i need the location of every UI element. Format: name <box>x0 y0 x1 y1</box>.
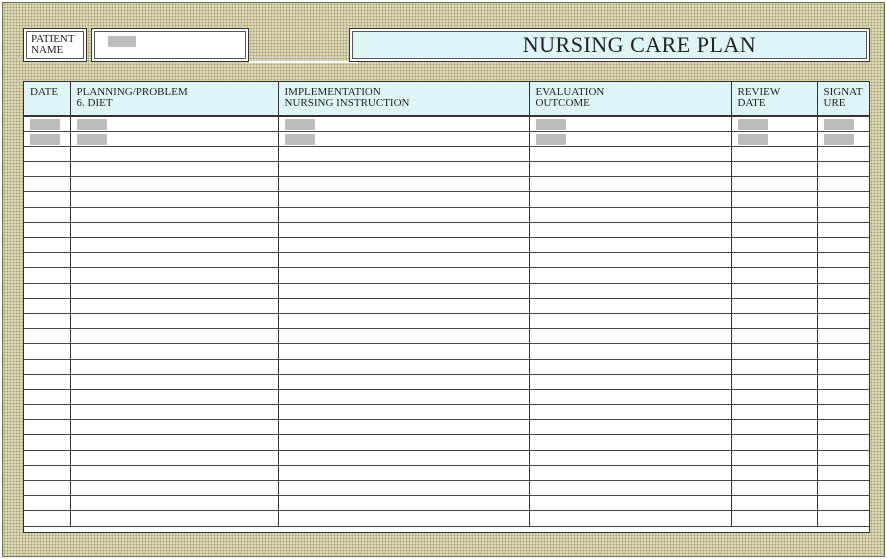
table-row <box>24 435 869 450</box>
table-cell[interactable] <box>24 298 70 313</box>
table-cell[interactable] <box>24 222 70 237</box>
table-cell[interactable] <box>278 481 529 496</box>
table-row <box>24 344 869 359</box>
table-cell[interactable] <box>529 131 731 146</box>
table-cell[interactable] <box>529 359 731 374</box>
table-cell[interactable] <box>529 298 731 313</box>
table-cell[interactable] <box>529 162 731 177</box>
table-cell[interactable] <box>70 207 278 222</box>
cell-redaction <box>738 119 768 130</box>
table-cell[interactable] <box>70 496 278 511</box>
table-cell[interactable] <box>817 192 869 207</box>
table-cell[interactable] <box>817 435 869 450</box>
table-cell[interactable] <box>817 420 869 435</box>
table-cell[interactable] <box>817 177 869 192</box>
table-cell[interactable] <box>70 329 278 344</box>
table-cell[interactable] <box>817 283 869 298</box>
table-body <box>24 116 869 526</box>
table-cell[interactable] <box>24 481 70 496</box>
table-cell[interactable] <box>278 405 529 420</box>
table-cell[interactable] <box>24 435 70 450</box>
table-cell[interactable] <box>731 389 817 404</box>
table-row <box>24 207 869 222</box>
table-cell[interactable] <box>278 359 529 374</box>
table-cell[interactable] <box>24 268 70 283</box>
table-cell[interactable] <box>70 222 278 237</box>
table-cell[interactable] <box>70 511 278 526</box>
table-row <box>24 131 869 146</box>
table-cell[interactable] <box>529 222 731 237</box>
column-header-planning-problem: PLANNING/PROBLEM 6. DIET <box>70 82 278 116</box>
table-cell[interactable] <box>817 238 869 253</box>
table-cell[interactable] <box>731 435 817 450</box>
table-cell[interactable] <box>529 192 731 207</box>
table-cell[interactable] <box>817 481 869 496</box>
table-cell[interactable] <box>70 268 278 283</box>
table-cell[interactable] <box>24 329 70 344</box>
table-cell[interactable] <box>817 329 869 344</box>
cell-redaction <box>30 134 60 145</box>
table-row <box>24 481 869 496</box>
table-cell[interactable] <box>24 313 70 328</box>
table-cell[interactable] <box>70 405 278 420</box>
cell-redaction <box>536 119 566 130</box>
table-cell[interactable] <box>529 177 731 192</box>
table-cell[interactable] <box>529 405 731 420</box>
table-row <box>24 511 869 526</box>
table-cell[interactable] <box>24 253 70 268</box>
table-cell[interactable] <box>278 116 529 131</box>
table-cell[interactable] <box>278 435 529 450</box>
table-cell[interactable] <box>24 146 70 161</box>
table-cell[interactable] <box>731 283 817 298</box>
table-cell[interactable] <box>817 298 869 313</box>
table-cell[interactable] <box>24 405 70 420</box>
table-cell[interactable] <box>529 344 731 359</box>
table-cell[interactable] <box>731 268 817 283</box>
table-cell[interactable] <box>278 298 529 313</box>
table-cell[interactable] <box>817 146 869 161</box>
table-cell[interactable] <box>817 344 869 359</box>
cell-redaction <box>285 119 315 130</box>
table-cell[interactable] <box>278 238 529 253</box>
patient-name-field[interactable] <box>91 28 249 62</box>
cell-redaction <box>536 134 566 145</box>
table-cell[interactable] <box>278 162 529 177</box>
table-cell[interactable] <box>70 192 278 207</box>
table-cell[interactable] <box>731 374 817 389</box>
table-cell[interactable] <box>731 207 817 222</box>
table-cell[interactable] <box>24 131 70 146</box>
table-cell[interactable] <box>731 162 817 177</box>
table-cell[interactable] <box>817 131 869 146</box>
table-cell[interactable] <box>278 283 529 298</box>
table-cell[interactable] <box>70 116 278 131</box>
table-row <box>24 116 869 131</box>
column-header-review-date: REVIEW DATE <box>731 82 817 116</box>
table-cell[interactable] <box>731 116 817 131</box>
table-cell[interactable] <box>70 359 278 374</box>
table-cell[interactable] <box>70 131 278 146</box>
table-cell[interactable] <box>731 465 817 480</box>
table-cell[interactable] <box>24 374 70 389</box>
form-frame <box>2 2 885 557</box>
table-cell[interactable] <box>817 450 869 465</box>
column-header-implementation: IMPLEMENTATION NURSING INSTRUCTION <box>278 82 529 116</box>
table-cell[interactable] <box>24 450 70 465</box>
cell-redaction <box>30 119 60 130</box>
table-cell[interactable] <box>731 450 817 465</box>
table-cell[interactable] <box>529 481 731 496</box>
table-cell[interactable] <box>529 146 731 161</box>
table-cell[interactable] <box>278 268 529 283</box>
table-cell[interactable] <box>70 162 278 177</box>
table-row <box>24 389 869 404</box>
table-cell[interactable] <box>817 465 869 480</box>
cell-redaction <box>285 134 315 145</box>
table-cell[interactable] <box>529 389 731 404</box>
table-cell[interactable] <box>731 131 817 146</box>
patient-name-redaction <box>108 36 136 47</box>
table-cell[interactable] <box>817 253 869 268</box>
table-cell[interactable] <box>731 253 817 268</box>
table-cell[interactable] <box>70 344 278 359</box>
table-row <box>24 177 869 192</box>
table-cell[interactable] <box>529 268 731 283</box>
table-cell[interactable] <box>817 496 869 511</box>
table-cell[interactable] <box>817 162 869 177</box>
table-cell[interactable] <box>731 192 817 207</box>
table-cell[interactable] <box>24 177 70 192</box>
table-cell[interactable] <box>731 329 817 344</box>
table-cell[interactable] <box>24 511 70 526</box>
table-cell[interactable] <box>731 511 817 526</box>
table-cell[interactable] <box>817 313 869 328</box>
table-cell[interactable] <box>70 481 278 496</box>
table-row <box>24 192 869 207</box>
table-cell[interactable] <box>70 450 278 465</box>
table-cell[interactable] <box>817 359 869 374</box>
column-header-signature: SIGNAT URE <box>817 82 869 116</box>
cell-redaction <box>738 134 768 145</box>
table-cell[interactable] <box>731 344 817 359</box>
cell-redaction <box>77 119 107 130</box>
table-cell[interactable] <box>817 405 869 420</box>
table-cell[interactable] <box>529 283 731 298</box>
form-header <box>23 26 870 64</box>
table-cell[interactable] <box>731 496 817 511</box>
cell-redaction <box>824 119 854 130</box>
table-cell[interactable] <box>529 420 731 435</box>
table-row <box>24 329 869 344</box>
table-cell[interactable] <box>529 374 731 389</box>
table-cell[interactable] <box>278 496 529 511</box>
table-row <box>24 465 869 480</box>
table-cell[interactable] <box>817 389 869 404</box>
table-cell[interactable] <box>278 389 529 404</box>
form-title: NURSING CARE PLAN <box>522 32 757 57</box>
table-cell[interactable] <box>529 465 731 480</box>
table-cell[interactable] <box>24 238 70 253</box>
table-cell[interactable] <box>24 162 70 177</box>
cell-redaction <box>824 134 854 145</box>
table-cell[interactable] <box>70 298 278 313</box>
table-cell[interactable] <box>731 238 817 253</box>
table-cell[interactable] <box>24 420 70 435</box>
table-cell[interactable] <box>817 207 869 222</box>
table-cell[interactable] <box>70 420 278 435</box>
table-cell[interactable] <box>278 511 529 526</box>
table-cell[interactable] <box>24 359 70 374</box>
table-cell[interactable] <box>529 511 731 526</box>
table-row <box>24 374 869 389</box>
table-cell[interactable] <box>70 177 278 192</box>
table-cell[interactable] <box>278 222 529 237</box>
table-row <box>24 146 869 161</box>
table-cell[interactable] <box>70 435 278 450</box>
table-cell[interactable] <box>731 146 817 161</box>
table-row <box>24 313 869 328</box>
header-divider <box>249 61 357 63</box>
table-cell[interactable] <box>24 465 70 480</box>
table-cell[interactable] <box>529 435 731 450</box>
table-cell[interactable] <box>70 374 278 389</box>
table-cell[interactable] <box>529 253 731 268</box>
table-cell[interactable] <box>70 253 278 268</box>
table-cell[interactable] <box>24 283 70 298</box>
table-cell[interactable] <box>278 146 529 161</box>
table-cell[interactable] <box>278 420 529 435</box>
table-cell[interactable] <box>278 253 529 268</box>
table-cell[interactable] <box>817 222 869 237</box>
table-cell[interactable] <box>278 207 529 222</box>
table-cell[interactable] <box>70 283 278 298</box>
table-cell[interactable] <box>70 313 278 328</box>
table-cell[interactable] <box>24 496 70 511</box>
table-cell[interactable] <box>529 496 731 511</box>
table-cell[interactable] <box>529 313 731 328</box>
table-cell[interactable] <box>817 268 869 283</box>
table-cell[interactable] <box>70 146 278 161</box>
table-cell[interactable] <box>731 405 817 420</box>
table-row <box>24 253 869 268</box>
table-row <box>24 162 869 177</box>
table-cell[interactable] <box>731 298 817 313</box>
table-row <box>24 450 869 465</box>
table-row <box>24 222 869 237</box>
table-cell[interactable] <box>731 481 817 496</box>
table-cell[interactable] <box>529 116 731 131</box>
table-cell[interactable] <box>817 374 869 389</box>
table-cell[interactable] <box>278 192 529 207</box>
table-cell[interactable] <box>731 177 817 192</box>
table-cell[interactable] <box>278 374 529 389</box>
table-row <box>24 405 869 420</box>
table-row <box>24 359 869 374</box>
table-cell[interactable] <box>70 238 278 253</box>
table-cell[interactable] <box>24 207 70 222</box>
table-row <box>24 420 869 435</box>
table-row <box>24 283 869 298</box>
table-cell[interactable] <box>24 389 70 404</box>
table-row <box>24 268 869 283</box>
table-row <box>24 496 869 511</box>
table-cell[interactable] <box>529 238 731 253</box>
form-title-box <box>349 28 870 62</box>
table-cell[interactable] <box>529 329 731 344</box>
table-cell[interactable] <box>70 465 278 480</box>
column-header-evaluation: EVALUATION OUTCOME <box>529 82 731 116</box>
table-cell[interactable] <box>731 313 817 328</box>
patient-name-label: PATIENT NAME <box>23 28 87 62</box>
table-cell[interactable] <box>24 116 70 131</box>
table-cell[interactable] <box>278 313 529 328</box>
table-cell[interactable] <box>817 511 869 526</box>
table-cell[interactable] <box>24 192 70 207</box>
table-cell[interactable] <box>529 207 731 222</box>
column-header-date: DATE <box>24 82 70 116</box>
table-cell[interactable] <box>278 177 529 192</box>
table-cell[interactable] <box>278 465 529 480</box>
table-cell[interactable] <box>278 344 529 359</box>
cell-redaction <box>77 134 107 145</box>
table-cell[interactable] <box>70 389 278 404</box>
table-cell[interactable] <box>278 450 529 465</box>
table-header-row <box>24 82 869 116</box>
table-row <box>24 238 869 253</box>
table-cell[interactable] <box>731 359 817 374</box>
table-cell[interactable] <box>817 116 869 131</box>
care-plan-table <box>23 81 870 533</box>
table-cell[interactable] <box>278 329 529 344</box>
table-cell[interactable] <box>731 420 817 435</box>
table-row <box>24 298 869 313</box>
table-cell[interactable] <box>529 450 731 465</box>
table-cell[interactable] <box>278 131 529 146</box>
table-cell[interactable] <box>24 344 70 359</box>
table-cell[interactable] <box>731 222 817 237</box>
